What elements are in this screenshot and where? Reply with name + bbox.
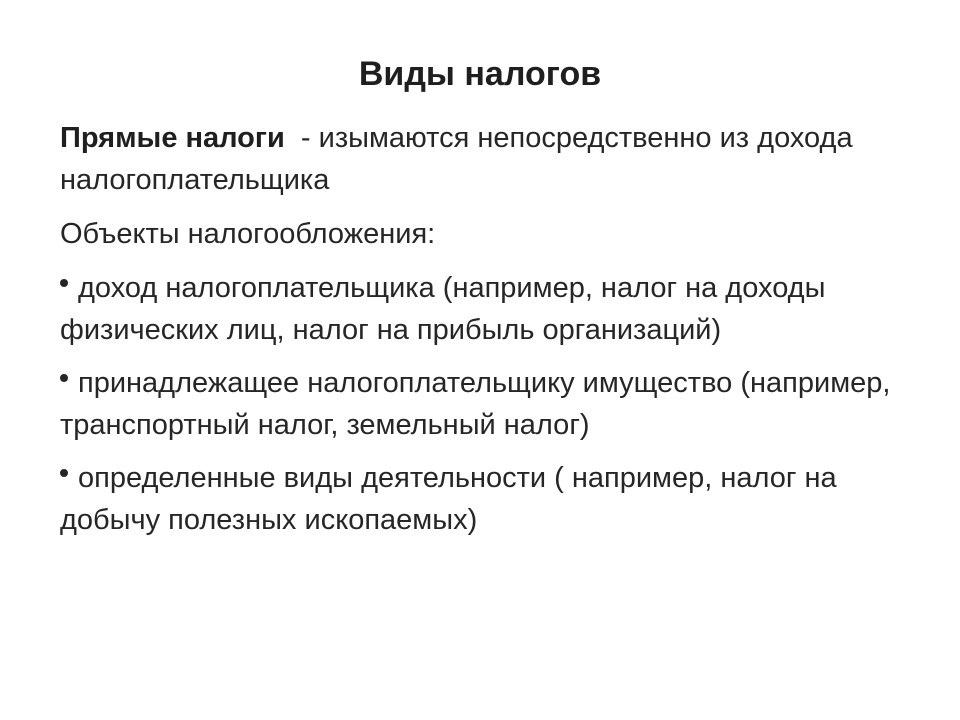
bullet-item — [60, 362, 930, 446]
definition-text: - изымаются непосредственно из дохода налогоплательщика — [60, 122, 861, 196]
bullet-item — [60, 457, 930, 541]
bullet-dot-icon — [60, 374, 68, 382]
bullet-dot-icon — [60, 469, 68, 477]
slide-content — [60, 117, 930, 552]
bullet-text: доход налогоплательщика (например, налог на доходы физических лиц, налог на прибыль организаций) — [60, 272, 826, 346]
bullet-item — [60, 267, 930, 351]
bullet-text: принадлежащее налогоплательщику имущество (например, транспортный налог, земельный налог) — [60, 367, 891, 441]
definition-paragraph — [60, 117, 930, 201]
definition-term: Прямые налоги — [60, 122, 285, 154]
objects-heading: Объекты налогообложения: — [60, 218, 436, 250]
bullet-text: определенные виды деятельности ( например, налог на добычу полезных ископаемых) — [60, 462, 837, 536]
slide-title: Виды налогов — [358, 55, 602, 93]
bullet-dot-icon — [60, 279, 68, 287]
